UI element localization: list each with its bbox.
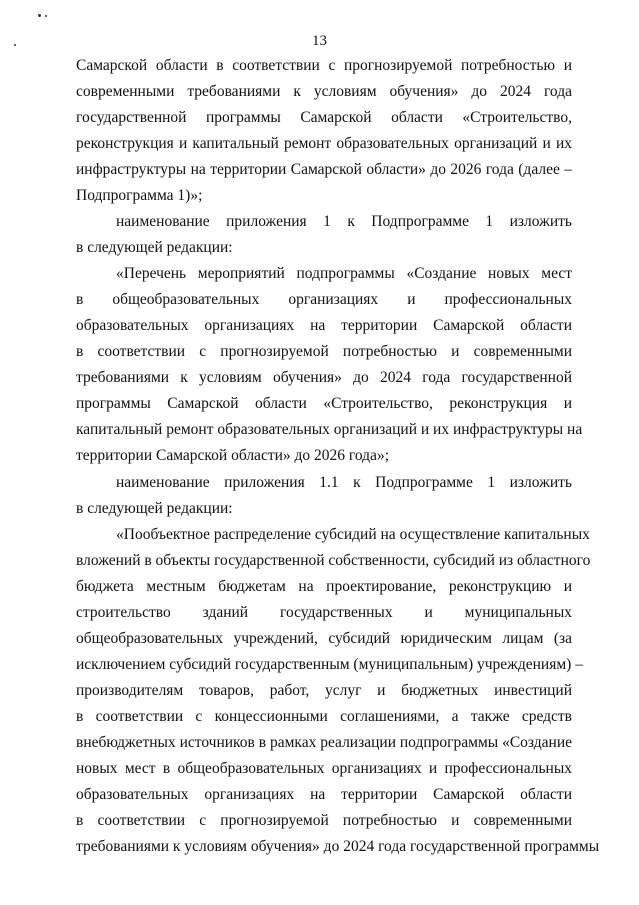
- text-line: инфраструктуры на территории Самарской области» до 2026 года (далее –: [76, 161, 572, 178]
- text-line: в соответствии с концессионными соглашениями, а также средств: [76, 708, 572, 725]
- text-line: государственной программы Самарской области «Строительство,: [76, 109, 572, 126]
- text-line: в следующей редакции:: [76, 500, 233, 517]
- text-line: общеобразовательных учреждений, субсидий юридическим лицам (за: [76, 630, 572, 647]
- text-line: наименование приложения 1.1 к Подпрограмме 1 изложить: [116, 474, 572, 491]
- text-line: территории Самарской области» до 2026 года»;: [76, 447, 389, 464]
- page-number: 13: [312, 33, 327, 49]
- text-line: требованиями к условиям обучения» до 2024 года государственной программы: [76, 838, 600, 855]
- text-line: реконструкция и капитальный ремонт образовательных организаций и их: [76, 135, 572, 152]
- text-line: современными требованиями к условиям обучения» до 2024 года: [76, 83, 572, 100]
- text-line: образовательных организациях на территории Самарской области: [76, 786, 572, 803]
- text-line: внебюджетных источников в рамках реализации подпрограммы «Создание: [76, 734, 572, 751]
- text-line: Самарской области в соответствии с прогнозируемой потребностью и: [76, 57, 572, 74]
- text-line: требованиями к условиям обучения» до 2024 года государственной: [76, 369, 572, 386]
- text-line: в соответствии с прогнозируемой потребностью и современными: [76, 812, 572, 829]
- text-line: программы Самарской области «Строительство, реконструкция и: [76, 395, 572, 412]
- text-line: «Перечень мероприятий подпрограммы «Создание новых мест: [116, 265, 572, 282]
- text-line: строительство зданий государственных и муниципальных: [76, 604, 572, 621]
- scan-speck: [38, 14, 41, 17]
- scan-speck: [14, 44, 16, 46]
- text-line: вложений в объекты государственной собственности, субсидий из областного: [76, 552, 591, 569]
- text-line: капитальный ремонт образовательных организаций и их инфраструктуры на: [76, 421, 583, 438]
- text-line: в общеобразовательных организациях и профессиональных: [76, 291, 572, 308]
- text-line: новых мест в общеобразовательных организациях и профессиональных: [76, 760, 572, 777]
- text-line: в соответствии с прогнозируемой потребностью и современными: [76, 343, 572, 360]
- text-line: Подпрограмма 1)»;: [76, 187, 203, 204]
- text-line: образовательных организациях на территории Самарской области: [76, 317, 572, 334]
- text-line: бюджета местным бюджетам на проектирование, реконструкцию и: [76, 578, 572, 595]
- text-line: в следующей редакции:: [76, 239, 233, 256]
- text-line: наименование приложения 1 к Подпрограмме 1 изложить: [116, 213, 572, 230]
- text-line: производителям товаров, работ, услуг и бюджетных инвестиций: [76, 682, 572, 699]
- scan-speck: [45, 15, 47, 17]
- text-line: исключением субсидий государственным (муниципальным) учреждениям) –: [76, 656, 583, 673]
- text-line: «Пообъектное распределение субсидий на осуществление капитальных: [116, 526, 590, 543]
